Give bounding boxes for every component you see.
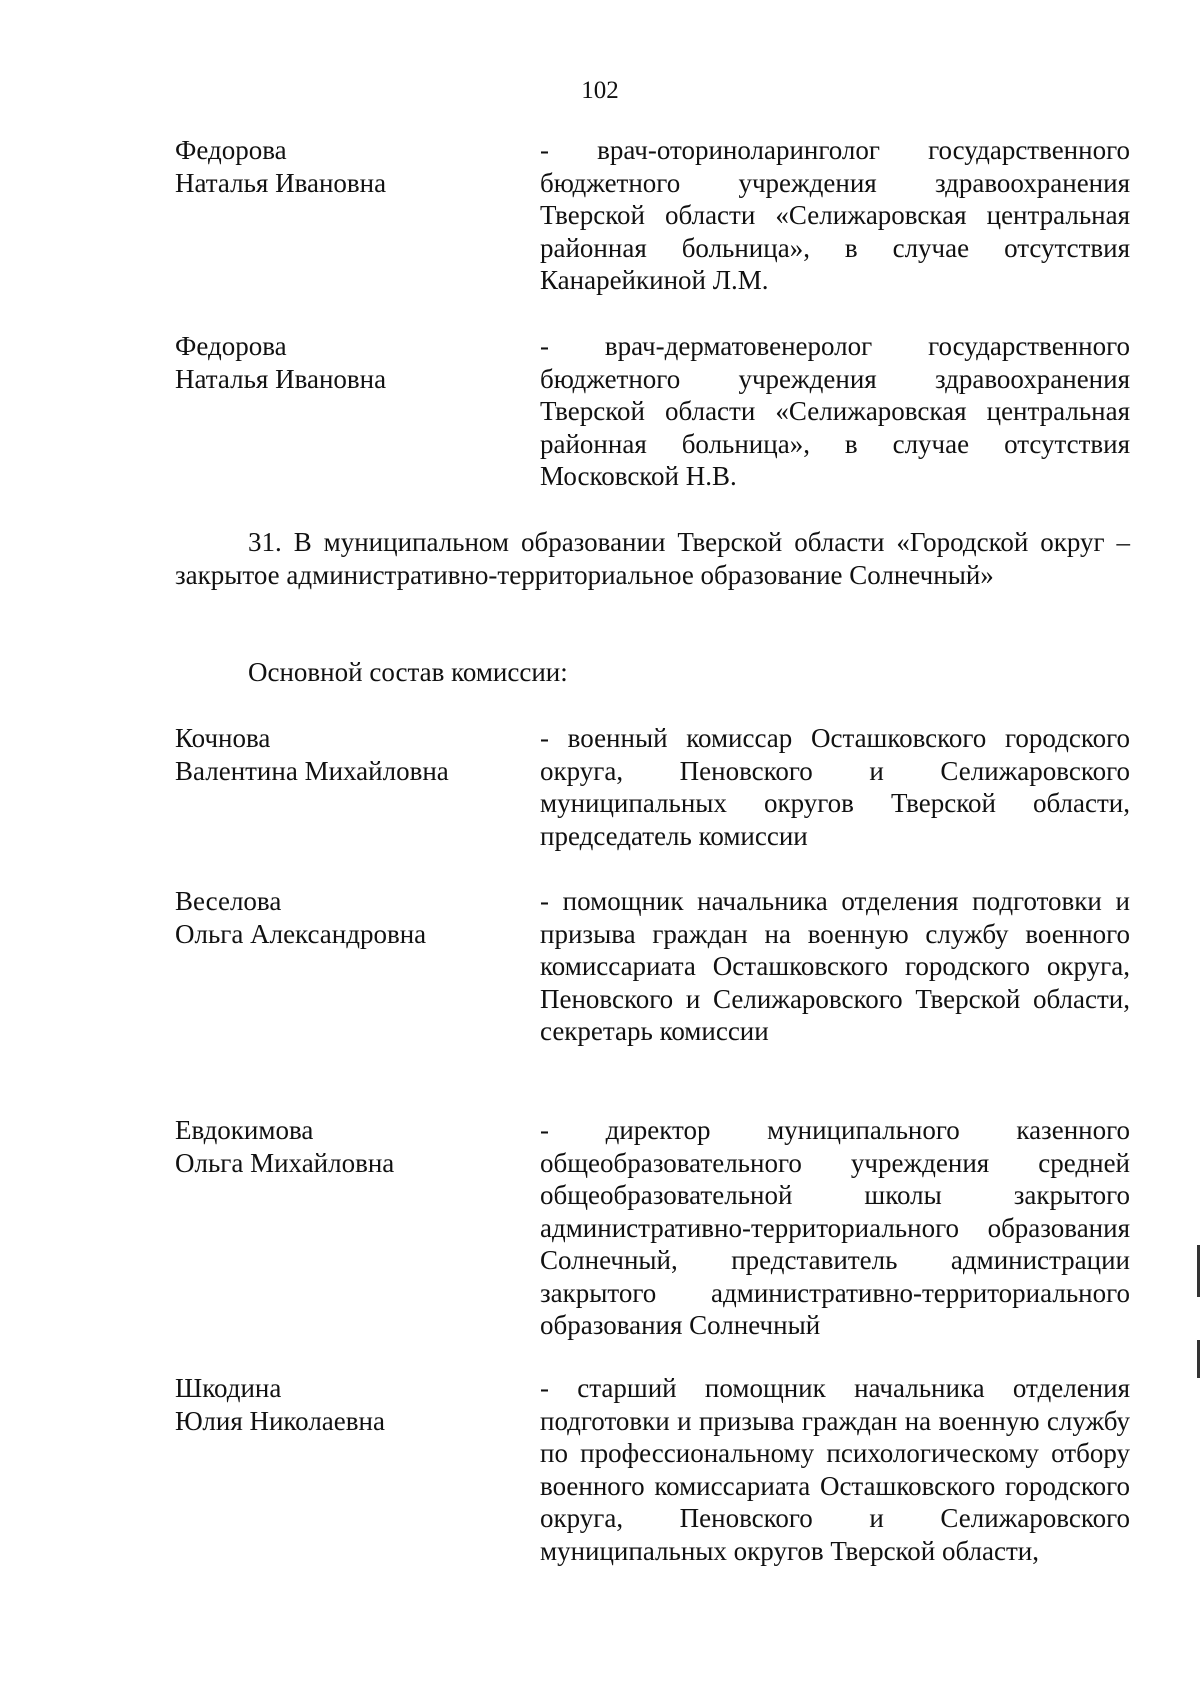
member-given-names: Ольга Александровна xyxy=(175,918,427,949)
member-given-names: Валентина Михайловна xyxy=(175,755,449,786)
member-name xyxy=(175,885,515,950)
member-given-names: Юлия Николаевна xyxy=(175,1405,385,1436)
member-role: - директор муниципального казенного общеобразовательного учреждения средней общеобразовательной школы закрытого административно-территориального образования Солнечный, представитель администрации закрытого административно-территориального образования Солнечный xyxy=(540,1115,1130,1340)
member-given-names: Наталья Ивановна xyxy=(175,363,387,394)
member-given-names: Ольга Михайловна xyxy=(175,1147,395,1178)
member-name xyxy=(175,1114,515,1179)
member-surname: Кочнова xyxy=(175,723,271,753)
member-surname: Федорова xyxy=(175,331,287,361)
member-role: - военный комиссар Осташковского городского округа, Пеновского и Селижаровского муниципальных округов Тверской области, председатель комиссии xyxy=(540,723,1130,851)
member-name xyxy=(175,722,515,787)
member-entry xyxy=(175,885,1130,1048)
member-surname: Шкодина xyxy=(175,1373,282,1403)
member-role: - помощник начальника отделения подготовки и призыва граждан на военную службу военного комиссариата Осташковского городского округа, Пеновского и Селижаровского Тверской области, секретарь комиссии xyxy=(540,886,1130,1046)
member-role: - старший помощник начальника отделения подготовки и призыва граждан на военную службу по профессиональному психологическому отбору военного комиссариата Осташковского городского округа, Пеновского и Селижаровского муниципальных округов Тверской области, xyxy=(540,1373,1130,1566)
member-surname: Веселова xyxy=(175,886,282,916)
section-subheading: Основной состав комиссии: xyxy=(248,657,568,687)
member-role: - врач-дерматовенеролог государственного бюджетного учреждения здравоохранения Тверской области «Селижаровская центральная районная больница», в случае отсутствия Московской Н.В. xyxy=(540,331,1130,491)
page-number: 102 xyxy=(581,77,619,104)
member-given-names: Наталья Ивановна xyxy=(175,167,387,198)
member-name xyxy=(175,1372,515,1437)
member-entry xyxy=(175,134,1130,297)
section-paragraph: 31. В муниципальном образовании Тверской области «Городской округ – закрытое административно-территориальное образование Солнечный» xyxy=(175,527,1130,590)
member-name xyxy=(175,330,515,395)
member-entry xyxy=(175,722,1130,852)
member-surname: Евдокимова xyxy=(175,1115,314,1145)
member-name xyxy=(175,134,515,199)
member-surname: Федорова xyxy=(175,135,287,165)
member-entry xyxy=(175,330,1130,493)
member-entry xyxy=(175,1372,1130,1567)
member-role: - врач-оториноларинголог государственного бюджетного учреждения здравоохранения Тверской области «Селижаровская центральная районная больница», в случае отсутствия Канарейкиной Л.М. xyxy=(540,135,1130,295)
member-entry xyxy=(175,1114,1130,1342)
